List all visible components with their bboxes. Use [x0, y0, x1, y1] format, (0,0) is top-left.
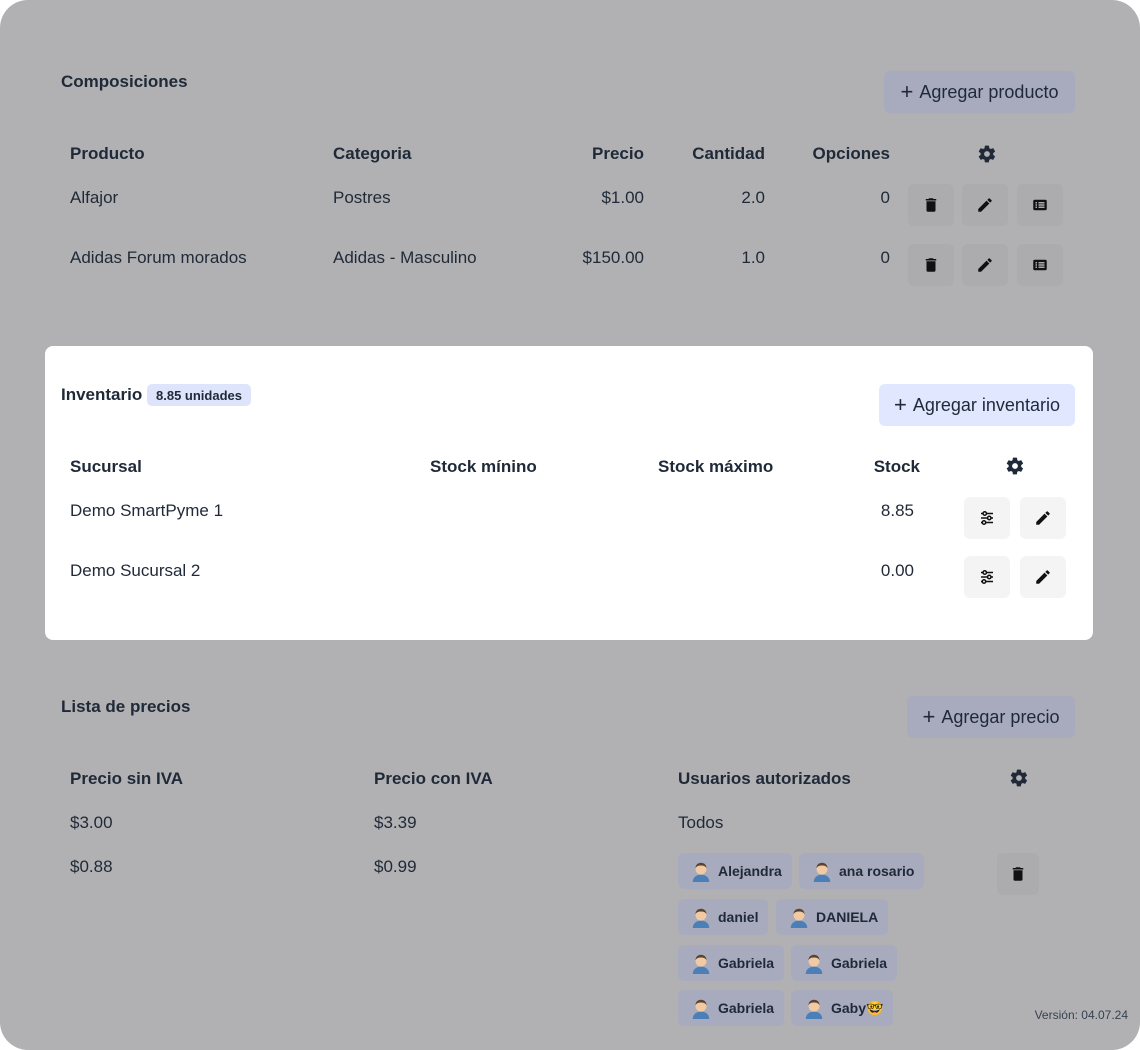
- gear-icon[interactable]: [1005, 456, 1025, 476]
- user-chip: [776, 899, 888, 935]
- producto-cell: Alfajor: [70, 188, 119, 207]
- plus-icon: +: [900, 79, 914, 104]
- avatar: [788, 906, 810, 928]
- user-chip-label: Gabriela: [718, 1000, 775, 1016]
- adjust-button[interactable]: [964, 556, 1010, 598]
- add-product-button[interactable]: [884, 71, 1075, 113]
- add-inventory-button[interactable]: [879, 384, 1075, 426]
- col-categoria: Categoria: [333, 144, 412, 163]
- col-opciones: Opciones: [812, 144, 890, 163]
- gear-icon[interactable]: [977, 144, 997, 164]
- user-chip: [791, 945, 897, 981]
- col-stock-min: Stock mínino: [430, 457, 537, 476]
- details-button[interactable]: [1017, 184, 1063, 226]
- add-inventory-label: Agregar inventario: [912, 394, 1060, 415]
- cantidad-cell: 2.0: [741, 188, 765, 207]
- plus-icon: +: [894, 392, 907, 417]
- user-chip-label: daniel: [718, 909, 759, 925]
- user-chip: [678, 945, 784, 981]
- avatar: [803, 952, 825, 974]
- sliders-icon: [978, 568, 996, 586]
- col-stock: Stock: [873, 457, 920, 476]
- list-icon: [1031, 256, 1049, 274]
- sin-iva-cell: $0.88: [70, 857, 113, 876]
- trash-icon: [922, 256, 940, 274]
- stock-cell: 0.00: [880, 561, 914, 580]
- details-button[interactable]: [1017, 244, 1063, 286]
- categoria-cell: Adidas - Masculino: [333, 248, 477, 267]
- avatar: [690, 997, 712, 1019]
- adjust-button[interactable]: [964, 497, 1010, 539]
- sliders-icon: [978, 509, 996, 527]
- delete-button[interactable]: [908, 184, 954, 226]
- categoria-cell: Postres: [333, 188, 391, 207]
- gear-icon[interactable]: [1009, 768, 1029, 788]
- user-chip: [678, 899, 768, 935]
- list-icon: [1031, 196, 1049, 214]
- add-product-label: Agregar producto: [919, 81, 1059, 102]
- user-chip: [799, 853, 924, 889]
- edit-button[interactable]: [962, 244, 1008, 286]
- avatar: [690, 860, 712, 882]
- avatar: [690, 952, 712, 974]
- col-precio: Precio: [592, 144, 644, 163]
- opciones-cell: 0: [880, 248, 890, 267]
- precio-cell: $150.00: [582, 248, 644, 267]
- version-label: Versión: 04.07.24: [1034, 1008, 1128, 1022]
- pencil-icon: [1034, 568, 1052, 586]
- user-chip: [791, 990, 893, 1026]
- col-sucursal: Sucursal: [70, 457, 142, 476]
- opciones-cell: 0: [880, 188, 890, 207]
- sin-iva-cell: $3.00: [70, 813, 113, 832]
- pencil-icon: [1034, 509, 1052, 527]
- delete-button[interactable]: [908, 244, 954, 286]
- col-producto: Producto: [70, 144, 145, 163]
- add-price-button[interactable]: [907, 696, 1075, 738]
- pencil-icon: [976, 196, 994, 214]
- sucursal-cell: Demo Sucursal 2: [70, 561, 201, 580]
- cantidad-cell: 1.0: [741, 248, 765, 267]
- stock-cell: 8.85: [880, 501, 914, 520]
- composiciones-title: Composiciones: [61, 72, 188, 91]
- user-chip: [678, 853, 792, 889]
- plus-icon: +: [922, 704, 936, 729]
- user-chip-label: Gaby🤓: [831, 999, 884, 1016]
- user-chip-label: Alejandra: [718, 863, 782, 879]
- avatar: [811, 860, 833, 882]
- user-chip-label: DANIELA: [816, 909, 879, 925]
- sucursal-cell: Demo SmartPyme 1: [70, 501, 224, 520]
- con-iva-cell: $0.99: [374, 857, 417, 876]
- edit-button[interactable]: [1020, 556, 1066, 598]
- col-sin-iva: Precio sin IVA: [70, 769, 184, 788]
- col-cantidad: Cantidad: [692, 144, 765, 163]
- trash-icon: [1009, 865, 1027, 883]
- user-chip: [678, 990, 784, 1026]
- trash-icon: [922, 196, 940, 214]
- precios-title: Lista de precios: [61, 697, 191, 716]
- edit-button[interactable]: [1020, 497, 1066, 539]
- inventario-title: Inventario: [61, 385, 143, 404]
- units-badge: 8.85 unidades: [147, 384, 251, 406]
- edit-button[interactable]: [962, 184, 1008, 226]
- precio-cell: $1.00: [601, 188, 644, 207]
- user-chip-label: Gabriela: [831, 955, 888, 971]
- user-chip-label: Gabriela: [718, 955, 775, 971]
- pencil-icon: [976, 256, 994, 274]
- col-stock-max: Stock máximo: [658, 457, 774, 476]
- col-usuarios: Usuarios autorizados: [678, 769, 851, 788]
- delete-button[interactable]: [997, 853, 1039, 895]
- con-iva-cell: $3.39: [374, 813, 417, 832]
- col-con-iva: Precio con IVA: [374, 769, 493, 788]
- producto-cell: Adidas Forum morados: [70, 248, 247, 267]
- user-chip-label: ana rosario: [839, 863, 915, 879]
- add-price-label: Agregar precio: [941, 706, 1060, 727]
- avatar: [690, 906, 712, 928]
- usuarios-cell: Todos: [678, 813, 724, 832]
- avatar: [803, 997, 825, 1019]
